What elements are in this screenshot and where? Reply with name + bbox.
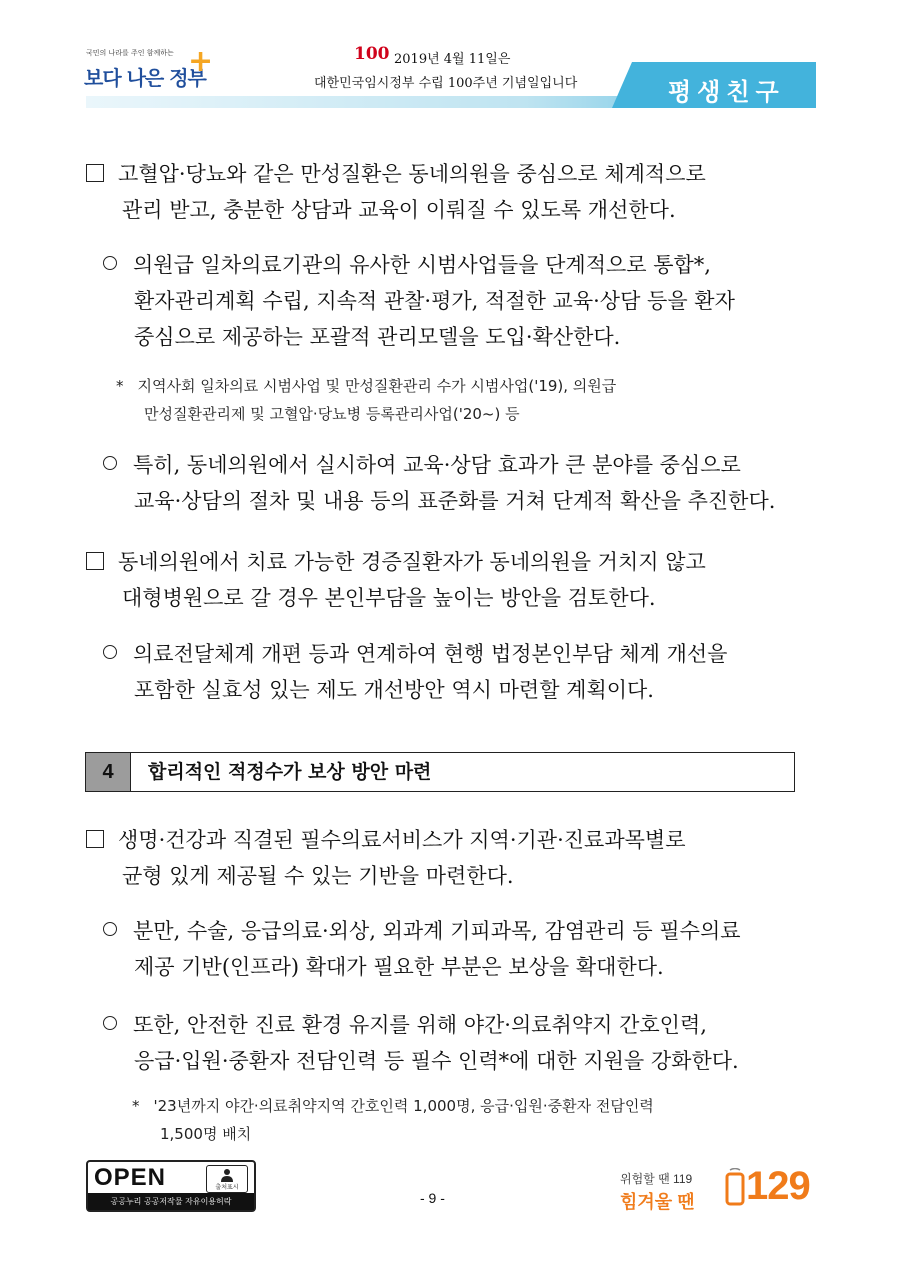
- circle-paragraph-1: [103, 247, 735, 355]
- attribution-badge: [206, 1165, 248, 1193]
- circle-paragraph-5: [103, 1007, 739, 1079]
- logo-text: 보다 나은 정부: [84, 66, 206, 90]
- circle-paragraph-2: [103, 447, 775, 519]
- footnote-line: '23년까지 야간·의료취약지역 간호인력 1,000명, 응급·입원·중환자 전담인력: [153, 1097, 654, 1115]
- text-line: 의원급 일차의료기관의 유사한 시범사업들을 단계적으로 통합*,: [133, 253, 711, 277]
- text-line: 중심으로 제공하는 포괄적 관리모델을 도입·확산한다.: [134, 325, 621, 349]
- text-line: 동네의원에서 치료 가능한 경증질환자가 동네의원을 거치지 않고: [118, 550, 706, 574]
- circle-bullet-icon: [103, 645, 117, 659]
- hotline-big-text: 힘겨울 땐: [620, 1192, 695, 1212]
- section-number: 4: [86, 753, 131, 791]
- footnote-2: [132, 1092, 654, 1148]
- text-line: 관리 받고, 충분한 상담과 교육이 이뤄질 수 있도록 개선한다.: [122, 198, 676, 222]
- footnote-1: [116, 372, 616, 428]
- bullet-paragraph-2: [86, 544, 706, 616]
- anniversary-line-1: 2019년 4월 11일은: [394, 52, 511, 67]
- footnote-line: 1,500명 배치: [160, 1125, 252, 1143]
- circle-paragraph-4: [103, 913, 741, 985]
- checkbox-bullet-icon: [86, 164, 104, 182]
- text-line: 의료전달체계 개편 등과 연계하여 현행 법정본인부담 체계 개선을: [133, 642, 728, 666]
- text-line: 생명·건강과 직결된 필수의료서비스가 지역·기관·진료과목별로: [118, 828, 686, 852]
- text-line: 포함한 실효성 있는 제도 개선방안 역시 마련할 계획이다.: [134, 678, 654, 702]
- section-title: 합리적인 적정수가 보상 방안 마련: [148, 761, 432, 783]
- bullet-paragraph-3: [86, 822, 686, 894]
- footnote-line: 지역사회 일차의료 시범사업 및 만성질환관리 수가 시범사업('19), 의원급: [137, 377, 617, 395]
- footnote-line: 만성질환관리제 및 고혈압·당뇨병 등록관리사업('20~) 등: [144, 405, 520, 423]
- circle-bullet-icon: [103, 256, 117, 270]
- logo-tagline: 국민의 나라를 주인 함께하는: [86, 49, 174, 57]
- hotline-small-text: 위험할 땐 119: [620, 1172, 693, 1186]
- anniversary-line-2: 대한민국임시정부 수립 100주년 기념일입니다: [314, 76, 578, 91]
- hotline-logo: [620, 1158, 820, 1214]
- circle-paragraph-3: [103, 636, 727, 708]
- text-line: 응급·입원·중환자 전담인력 등 필수 인력*에 대한 지원을 강화한다.: [134, 1049, 739, 1073]
- page-header: [0, 0, 900, 110]
- attribution-badge-label: 출처표시: [215, 1184, 239, 1191]
- checkbox-bullet-icon: [86, 552, 104, 570]
- text-line: 분만, 수술, 응급의료·외상, 외과계 기피과목, 감염관리 등 필수의료: [133, 919, 741, 943]
- government-logo: [84, 40, 214, 98]
- bullet-paragraph-1: [86, 156, 706, 228]
- anniversary-badge: 100: [354, 44, 390, 64]
- footnote-mark: *: [132, 1097, 140, 1115]
- hotline-number: 129: [746, 1164, 810, 1208]
- text-line: 환자관리계획 수립, 지속적 관찰·평가, 적절한 교육·상담 등을 환자: [134, 289, 735, 313]
- text-line: 또한, 안전한 진료 환경 유지를 위해 야간·의료취약지 간호인력,: [133, 1013, 707, 1037]
- checkbox-bullet-icon: [86, 830, 104, 848]
- text-line: 제공 기반(인프라) 확대가 필요한 부분은 보상을 확대한다.: [134, 955, 664, 979]
- text-line: 특히, 동네의원에서 실시하여 교육·상담 효과가 큰 분야를 중심으로: [133, 453, 741, 477]
- circle-bullet-icon: [103, 456, 117, 470]
- text-line: 균형 있게 제공될 수 있는 기반을 마련한다.: [122, 864, 514, 888]
- open-license-word: OPEN: [94, 1164, 167, 1191]
- phone-icon: [724, 1168, 746, 1206]
- header-band-title: 평생친구: [668, 78, 785, 106]
- circle-bullet-icon: [103, 1016, 117, 1030]
- text-line: 교육·상담의 절차 및 내용 등의 표준화를 거쳐 단계적 확산을 추진한다.: [134, 489, 776, 513]
- text-line: 대형병원으로 갈 경우 본인부담을 높이는 방안을 검토한다.: [122, 586, 656, 610]
- footnote-mark: *: [116, 377, 124, 395]
- page-number: - 9 -: [420, 1190, 445, 1206]
- person-icon: [219, 1168, 235, 1182]
- circle-bullet-icon: [103, 922, 117, 936]
- section-heading: [85, 752, 795, 792]
- open-license-logo: [86, 1160, 256, 1212]
- open-license-bar: 공공누리 공공저작물 자유이용허락: [88, 1193, 254, 1210]
- text-line: 고혈압·당뇨와 같은 만성질환은 동네의원을 중심으로 체계적으로: [118, 162, 706, 186]
- plus-icon: +: [188, 44, 214, 79]
